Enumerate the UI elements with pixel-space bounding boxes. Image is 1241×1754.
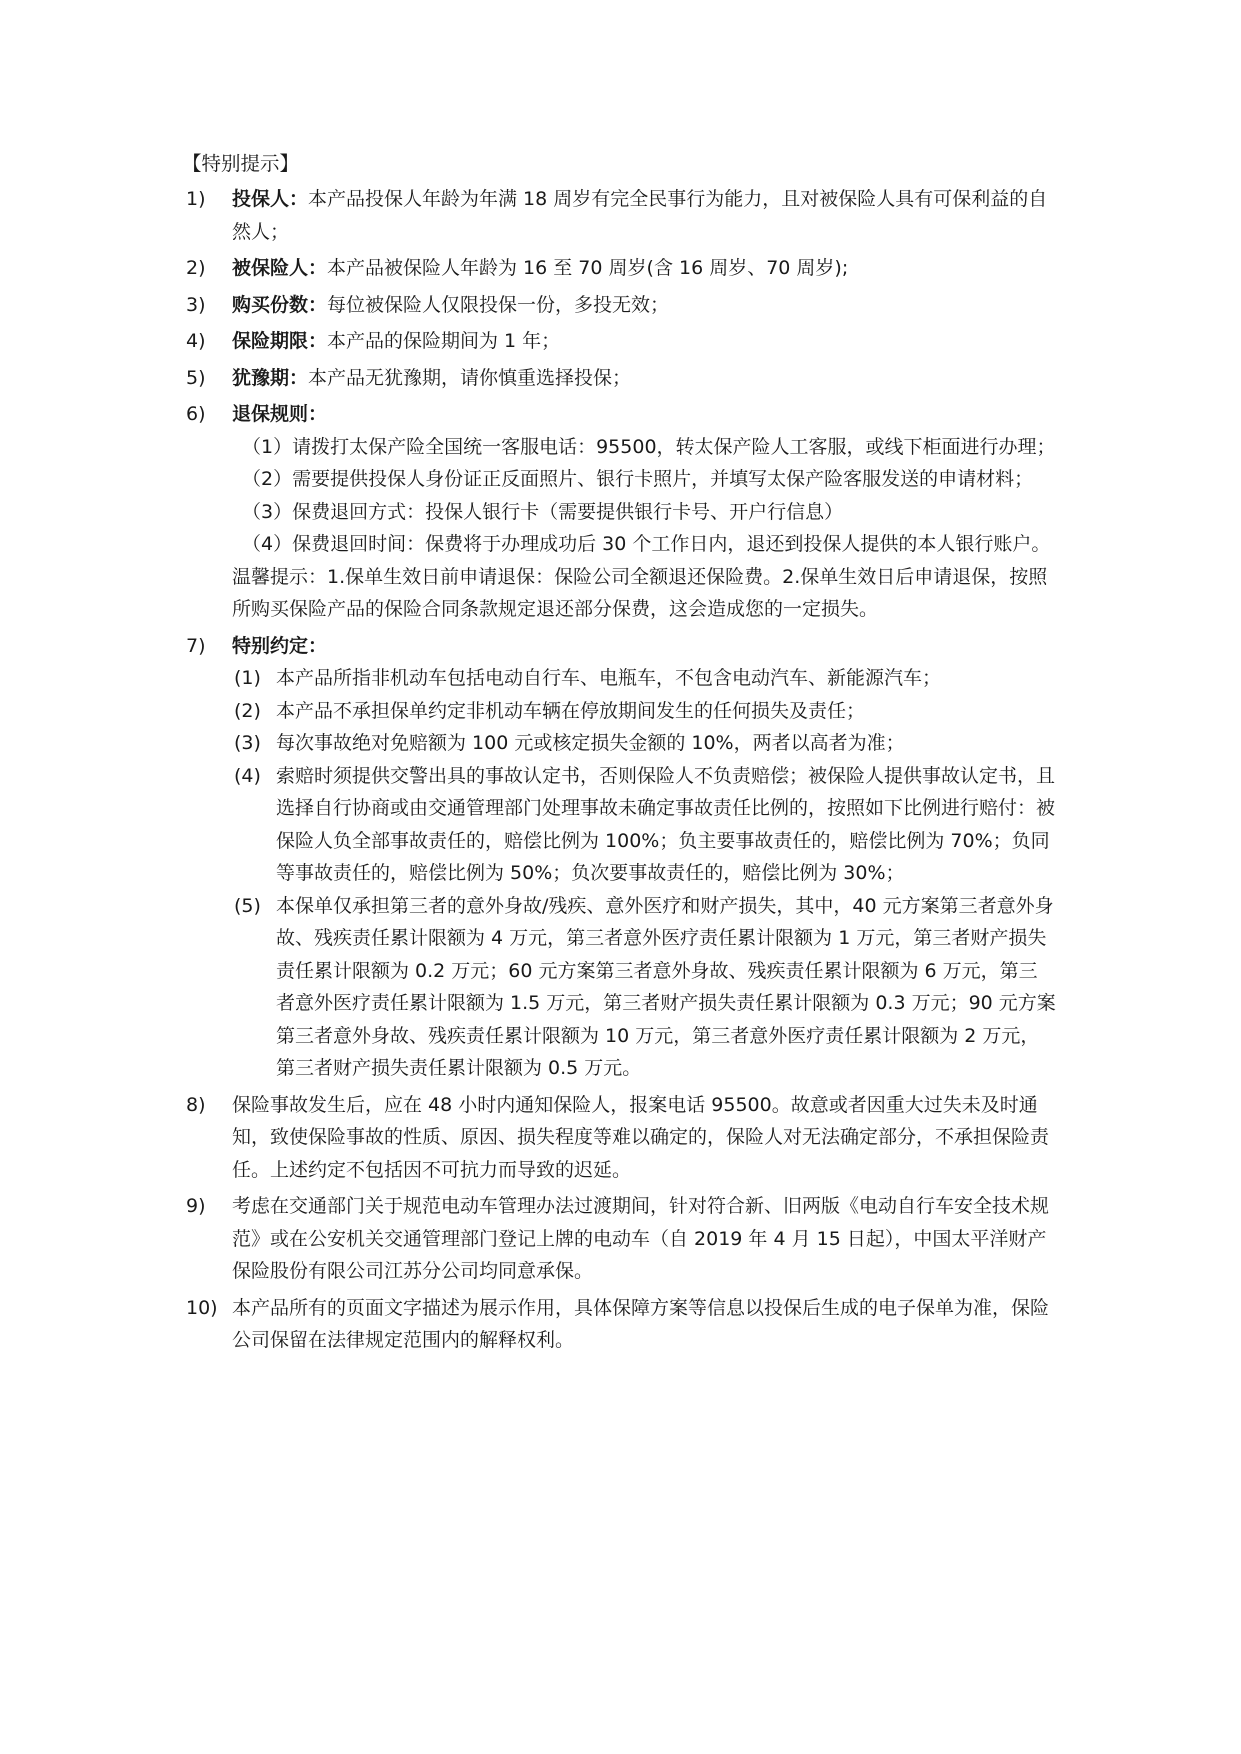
item-body <box>232 1190 1056 1288</box>
agreement-number: (4) <box>234 764 261 787</box>
agreement-text: 本产品不承担保单约定非机动车辆在停放期间发生的任何损失及责任； <box>276 699 866 722</box>
list-item <box>186 1089 1056 1187</box>
special-agreement-item <box>232 662 1056 695</box>
item-text: 本产品所有的页面文字描述为展示作用，具体保障方案等信息以投保后生成的电子保单为准，保险公司保留在法律规定范围内的解释权利。 <box>232 1296 1050 1351</box>
item-number: 6) <box>186 403 206 425</box>
list-item <box>186 289 1056 322</box>
item-number: 2) <box>186 257 206 279</box>
list-item <box>186 252 1056 285</box>
list-item <box>186 630 1056 1085</box>
refund-step: （4）保费退回时间：保费将于办理成功后 30 个工作日内，退还到投保人提供的本人银行账户。 <box>242 533 1051 555</box>
refund-step: （1）请拨打太保产险全国统一客服电话：95500，转太保产险人工客服，或线下柜面进行办理； <box>242 435 1056 458</box>
item-body <box>232 630 1056 663</box>
item-text: 本产品投保人年龄为年满 18 周岁有完全民事行为能力，且对被保险人具有可保利益的自然人； <box>232 188 1048 243</box>
item-label: 投保人： <box>232 188 309 210</box>
warm-tip: 温馨提示：1.保单生效日前申请退保：保险公司全额退还保险费。2.保单生效日后申请退保，按照所购买保险产品的保险合同条款规定退还部分保费，这会造成您的一定损失。 <box>232 565 1048 620</box>
item-body <box>232 252 1056 285</box>
item-number: 4) <box>186 330 206 352</box>
item-text: 保险事故发生后，应在 48 小时内通知保险人，报案电话 95500。故意或者因重大过失未及时通知，致使保险事故的性质、原因、损失程度等难以确定的，保险人对无法确定部分，不承担保险责任。上述约定不包括因不可抗力而导致的迟延。 <box>232 1093 1050 1181</box>
item-label: 被保险人： <box>232 257 328 279</box>
list-item <box>186 398 1056 626</box>
list-item <box>186 362 1056 395</box>
item-number: 3) <box>186 293 206 316</box>
item-text: 本产品被保险人年龄为 16 至 70 周岁(含 16 周岁、70 周岁); <box>327 257 849 279</box>
item-number: 1) <box>186 188 206 210</box>
list-item <box>186 1190 1056 1288</box>
special-agreement-item <box>232 890 1056 1085</box>
refund-step: （2）需要提供投保人身份证正反面照片、银行卡照片，并填写太保产险客服发送的申请材料； <box>242 468 1034 490</box>
item-body <box>232 325 1056 358</box>
item-text: 本产品无犹豫期，请你慎重选择投保； <box>308 366 632 389</box>
list-item <box>186 183 1056 248</box>
item-number: 8) <box>186 1093 206 1116</box>
list-item <box>186 1292 1056 1357</box>
item-label: 犹豫期： <box>232 366 309 389</box>
item-number: 5) <box>186 366 206 389</box>
item-text: 考虑在交通部门关于规范电动车管理办法过渡期间，针对符合新、旧两版《电动自行车安全技术规范》或在公安机关交通管理部门登记上牌的电动车（自 2019 年 4 月 15 日起），中国太平洋财产保险股份有限公司江苏分公司均同意承保。 <box>232 1195 1050 1282</box>
special-agreement-item <box>232 760 1056 890</box>
item-body <box>232 289 1056 322</box>
item-body <box>232 1089 1056 1187</box>
agreement-text: 每次事故绝对免赔额为 100 元或核定损失金额的 10%，两者以高者为准； <box>276 732 905 754</box>
agreement-number: (2) <box>234 699 261 722</box>
item-text: 本产品的保险期间为 1 年； <box>327 330 561 352</box>
item-number: 9) <box>186 1195 206 1217</box>
section-heading: 【特别提示】 <box>182 152 300 175</box>
list-item <box>186 325 1056 358</box>
agreement-number: (1) <box>234 667 261 689</box>
item-body <box>232 362 1056 395</box>
agreement-number: (5) <box>234 894 261 917</box>
item-label: 保险期限： <box>232 330 328 352</box>
item-body <box>232 398 1056 431</box>
item-body <box>232 1292 1056 1357</box>
item-label: 特别约定： <box>232 634 328 657</box>
item-text: 每位被保险人仅限投保一份，多投无效； <box>327 293 670 316</box>
item-number: 10) <box>186 1296 218 1319</box>
special-agreement-item <box>232 695 1056 728</box>
item-label: 退保规则： <box>232 403 328 425</box>
item-label: 购买份数： <box>232 293 328 316</box>
item-body <box>232 183 1056 248</box>
agreement-text: 本产品所指非机动车包括电动自行车、电瓶车，不包含电动汽车、新能源汽车； <box>276 667 942 689</box>
agreement-text: 本保单仅承担第三者的意外身故/残疾、意外医疗和财产损失，其中，40 元方案第三者意外身故、残疾责任累计限额为 4 万元，第三者意外医疗责任累计限额为 1 万元，第三者财产损失责任累计限额为 0.2 万元；60 元方案第三者意外身故、残疾责任累计限额为 6 万元，第三者意外医疗责任累计限额为 1.5 万元，第三者财产损失责任累计限额为 0.3 万元；90 元方案第三者意外身故、残疾责任累计限额为 10 万元，第三者意外医疗责任累计限额为 2 万元，第三者财产损失责任累计限额为 0.5 万元。 <box>276 894 1056 1079</box>
refund-step: （3）保费退回方式：投保人银行卡（需要提供银行卡号、开户行信息） <box>242 500 844 523</box>
notice-list <box>186 183 1056 1361</box>
agreement-number: (3) <box>234 732 261 754</box>
agreement-text: 索赔时须提供交警出具的事故认定书，否则保险人不负责赔偿；被保险人提供事故认定书，且选择自行协商或由交通管理部门处理事故未确定事故责任比例的，按照如下比例进行赔付：被保险人负全部事故责任的，赔偿比例为 100%；负主要事故责任的，赔偿比例为 70%；负同等事故责任的，赔偿比例为 50%；负次要事故责任的，赔偿比例为 30%； <box>276 764 1056 884</box>
special-agreement-item <box>232 727 1056 760</box>
item-number: 7) <box>186 634 206 657</box>
